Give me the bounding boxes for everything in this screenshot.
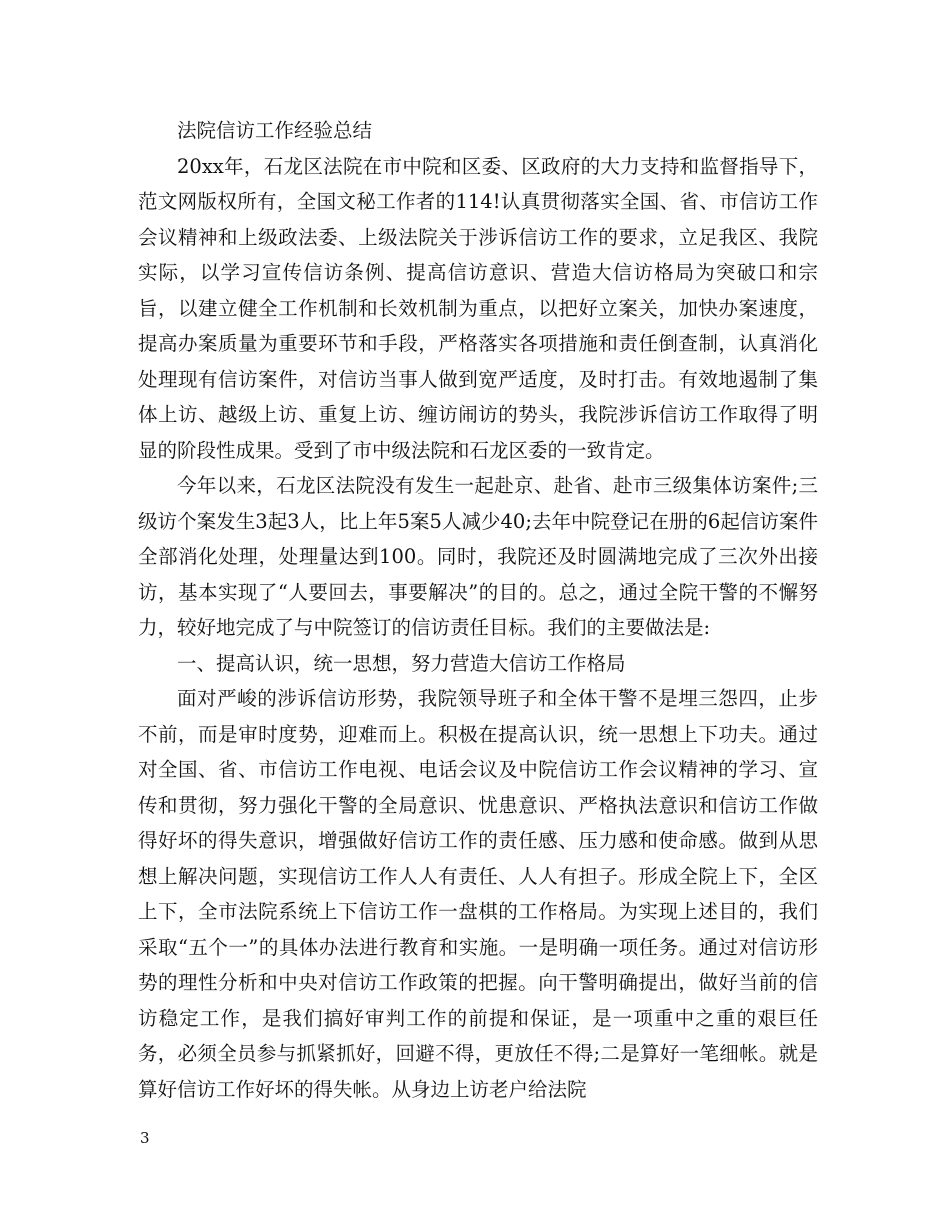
paragraph: 20xx年，石龙区法院在市中院和区委、区政府的大力支持和监督指导下，范文网版权所有，全国文秘工作者的114!认真贯彻落实全国、省、市信访工作会议精神和上级政法委、上级法院关于涉诉信访工作的要求，立足我区、我院实际，以学习宣传信访条例、提高信访意识、营造大信访格局为突破口和宗旨，以建立健全工作机制和长效机制为重点，以把好立案关，加快办案速度，提高办案质量为重要环节和手段，严格落实各项措施和责任倒查制，认真消化处理现有信访案件，对信访当事人做到宽严适度，及时打击。有效地遏制了集体上访、越级上访、重复上访、缠访闹访的势头，我院涉诉信访工作取得了明显的阶段性成果。受到了市中级法院和石龙区委的一致肯定。 <box>138 154 818 462</box>
paragraph: 面对严峻的涉诉信访形势，我院领导班子和全体干警不是埋三怨四，止步不前，而是审时度势，迎难而上。积极在提高认识，统一思想上下功夫。通过对全国、省、市信访工作电视、电话会议及中院信访工作会议精神的学习、宣传和贯彻，努力强化干警的全局意识、忧患意识、严格执法意识和信访工作做得好坏的得失意识，增强做好信访工作的责任感、压力感和使命感。做到从思想上解决问题，实现信访工作人人有责任、人人有担子。形成全院上下，全区上下，全市法院系统上下信访工作一盘棋的工作格局。为实现上述目的，我们采取“五个一”的具体办法进行教育和实施。一是明确一项任务。通过对信访形势的理性分析和中央对信访工作政策的把握。向干警明确提出，做好当前的信访稳定工作，是我们搞好审判工作的前提和保证，是一项重中之重的艰巨任务，必须全员参与抓紧抓好，回避不得，更放任不得;二是算好一笔细帐。就是算好信访工作好坏的得失帐。从身边上访老户给法院 <box>138 687 818 1101</box>
document-title: 法院信访工作经验总结 <box>177 119 373 142</box>
paragraph: 今年以来，石龙区法院没有发生一起赴京、赴省、赴市三级集体访案件;三级访个案发生3起3人，比上年5案5人减少40;去年中院登记在册的6起信访案件全部消化处理，处理量达到100。同时，我院还及时圆满地完成了三次外出接访，基本实现了“人要回去，事要解决”的目的。总之，通过全院干警的不懈努力，较好地完成了与中院签订的信访责任目标。我们的主要做法是: <box>138 474 818 639</box>
document-body <box>138 113 818 1107</box>
page-number: 3 <box>140 1129 150 1147</box>
section-heading: 一、提高认识，统一思想，努力营造大信访工作格局 <box>177 651 626 675</box>
